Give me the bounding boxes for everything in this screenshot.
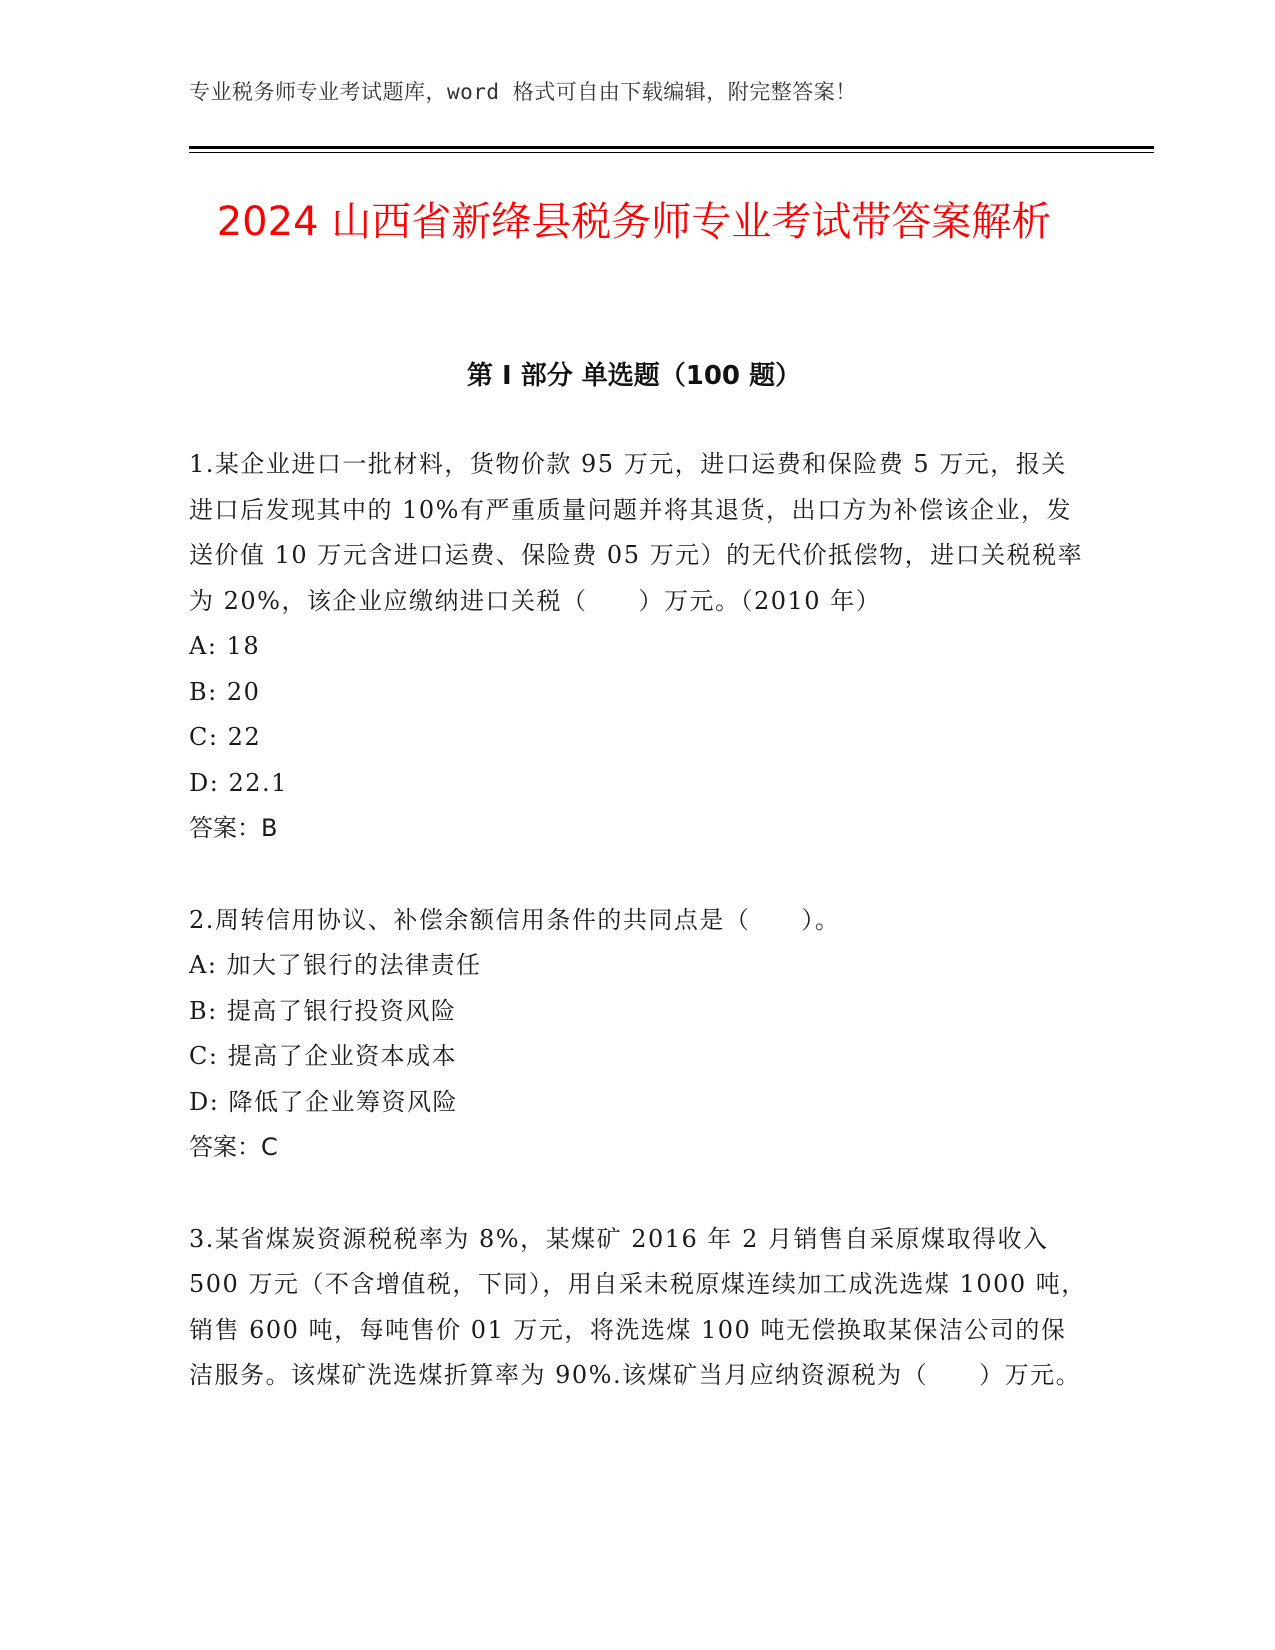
- question-3: [189, 1217, 1089, 1399]
- question-list: [189, 442, 1089, 1445]
- answer: 答案：B: [189, 814, 278, 842]
- question-1: [189, 442, 1089, 852]
- header-rule-thick: [189, 146, 1154, 149]
- option-b: B: 提高了银行投资风险: [189, 996, 457, 1025]
- section-title: 第 I 部分 单选题（100 题）: [466, 361, 802, 391]
- answer: 答案：C: [189, 1133, 278, 1161]
- option-c: C: 22: [189, 723, 262, 751]
- option-c: C: 提高了企业资本成本: [189, 1042, 458, 1070]
- option-b: B: 20: [189, 677, 261, 706]
- option-a: A: 18: [189, 632, 261, 660]
- header-note: 专业税务师专业考试题库，word 格式可自由下载编辑，附完整答案！: [189, 80, 857, 104]
- question-stem: 3.某省煤炭资源税税率为 8%，某煤矿 2016 年 2 月销售自采原煤取得收入 500 万元（不含增值税，下同），用自采未税原煤连续加工成洗选煤 1000 吨，销售 600 吨，每吨售价 01 万元，将洗选煤 100 吨无偿换取某保洁公司的保洁服务。该煤矿洗选煤折算率为 90%.该煤矿当月应纳资源税为（ ）万元。: [189, 1224, 1087, 1389]
- option-a: A: 加大了银行的法律责任: [189, 951, 482, 979]
- option-d: D: 22.1: [189, 768, 288, 797]
- question-stem: 1.某企业进口一批材料，货物价款 95 万元，进口运费和保险费 5 万元，报关进口后发现其中的 10%有严重质量问题并将其退货，出口方为补偿该企业，发送价值 10 万元含进口运费、保险费 05 万元）的无代价抵偿物，进口关税税率为 20%，该企业应缴纳进口关税（ ）万元。（2010 年）: [189, 450, 1084, 615]
- document-title: 2024 山西省新绛县税务师专业考试带答案解析: [216, 199, 1052, 245]
- option-d: D: 降低了企业筹资风险: [189, 1087, 458, 1116]
- question-2: [189, 898, 1089, 1171]
- header-rule-thin: [189, 152, 1154, 153]
- question-stem: 2.周转信用协议、补偿余额信用条件的共同点是（ ）。: [189, 905, 841, 934]
